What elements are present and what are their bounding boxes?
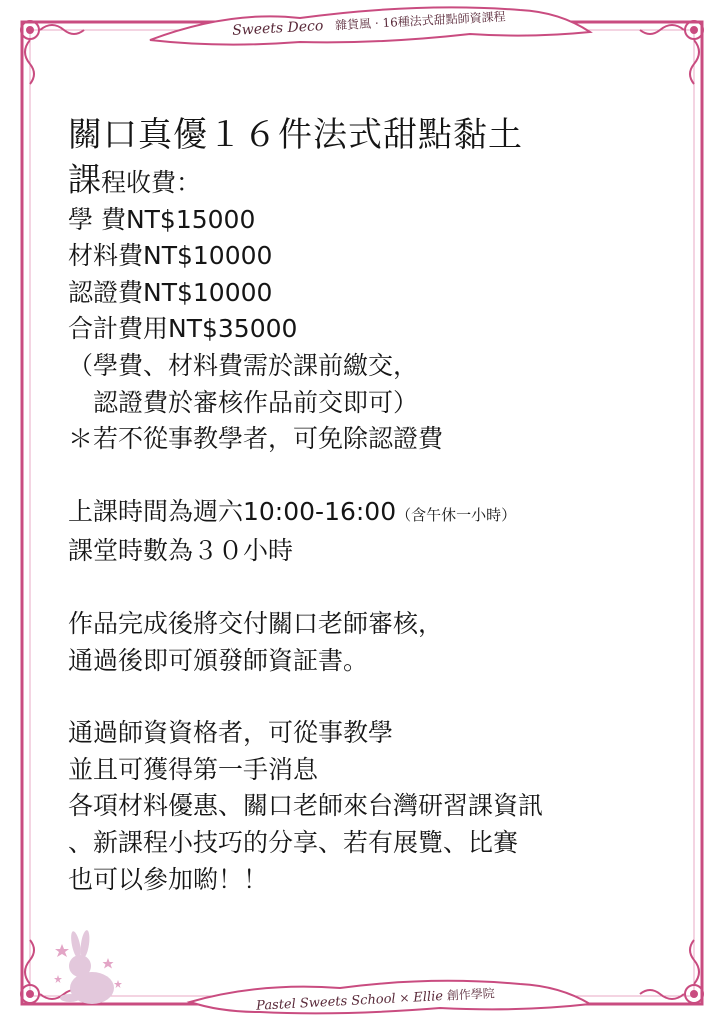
main-content: [68, 108, 668, 898]
fees-heading-rest: 程收費：: [101, 168, 202, 197]
partner-script-logo: Ellie: [412, 989, 444, 1006]
review-line2: 通過後即可頒發師資証書。: [68, 645, 369, 675]
fees-heading: [68, 162, 668, 202]
spacer: [68, 458, 668, 494]
school-script-logo: Pastel Sweets School: [255, 991, 397, 1014]
fee-total: 合計費用NT$35000: [68, 314, 298, 344]
fee-tuition: 學 費NT$15000: [68, 204, 256, 234]
banner-subtitle: 雜貨風 · 16種法式甜點師資課程: [334, 9, 506, 33]
partner-suffix: 創作學院: [446, 986, 496, 1003]
lunch-note: （含午休一小時）: [396, 505, 517, 524]
fees-heading-first-char: 課: [68, 160, 101, 199]
benefits-line1: 通過師資資格者，可從事教學: [68, 718, 394, 748]
spacer: [68, 570, 668, 606]
fee-materials: 材料費NT$10000: [68, 241, 273, 271]
benefits-line4: 、新課程小技巧的分享、若有展覽、比賽: [68, 827, 519, 857]
class-time: [68, 494, 668, 534]
review-line1: 作品完成後將交付關口老師審核，: [68, 608, 444, 638]
spacer: [68, 679, 668, 715]
footer-joiner: ×: [399, 990, 410, 1006]
fee-note-line1: （學費、材料費需於課前繳交，: [68, 350, 419, 380]
fee-note-line2: 認證費於審核作品前交即可）: [68, 387, 419, 417]
benefits-line3: 各項材料優惠、關口老師來台灣研習課資訊: [68, 791, 544, 821]
benefits-line5: 也可以參加喲！！: [68, 864, 269, 894]
class-hours: 課堂時數為３０小時: [68, 536, 294, 566]
fee-note-line3: ＊若不從事教學者，可免除認證費: [68, 424, 444, 454]
brand-script-logo: Sweets Deco: [231, 18, 324, 39]
fee-certification: 認證費NT$10000: [68, 277, 273, 307]
class-time-text: 上課時間為週六10:00-16:00: [68, 496, 397, 526]
page-title: 關口真優１６件法式甜點黏土: [68, 115, 523, 155]
benefits-line2: 並且可獲得第一手消息: [68, 754, 319, 784]
